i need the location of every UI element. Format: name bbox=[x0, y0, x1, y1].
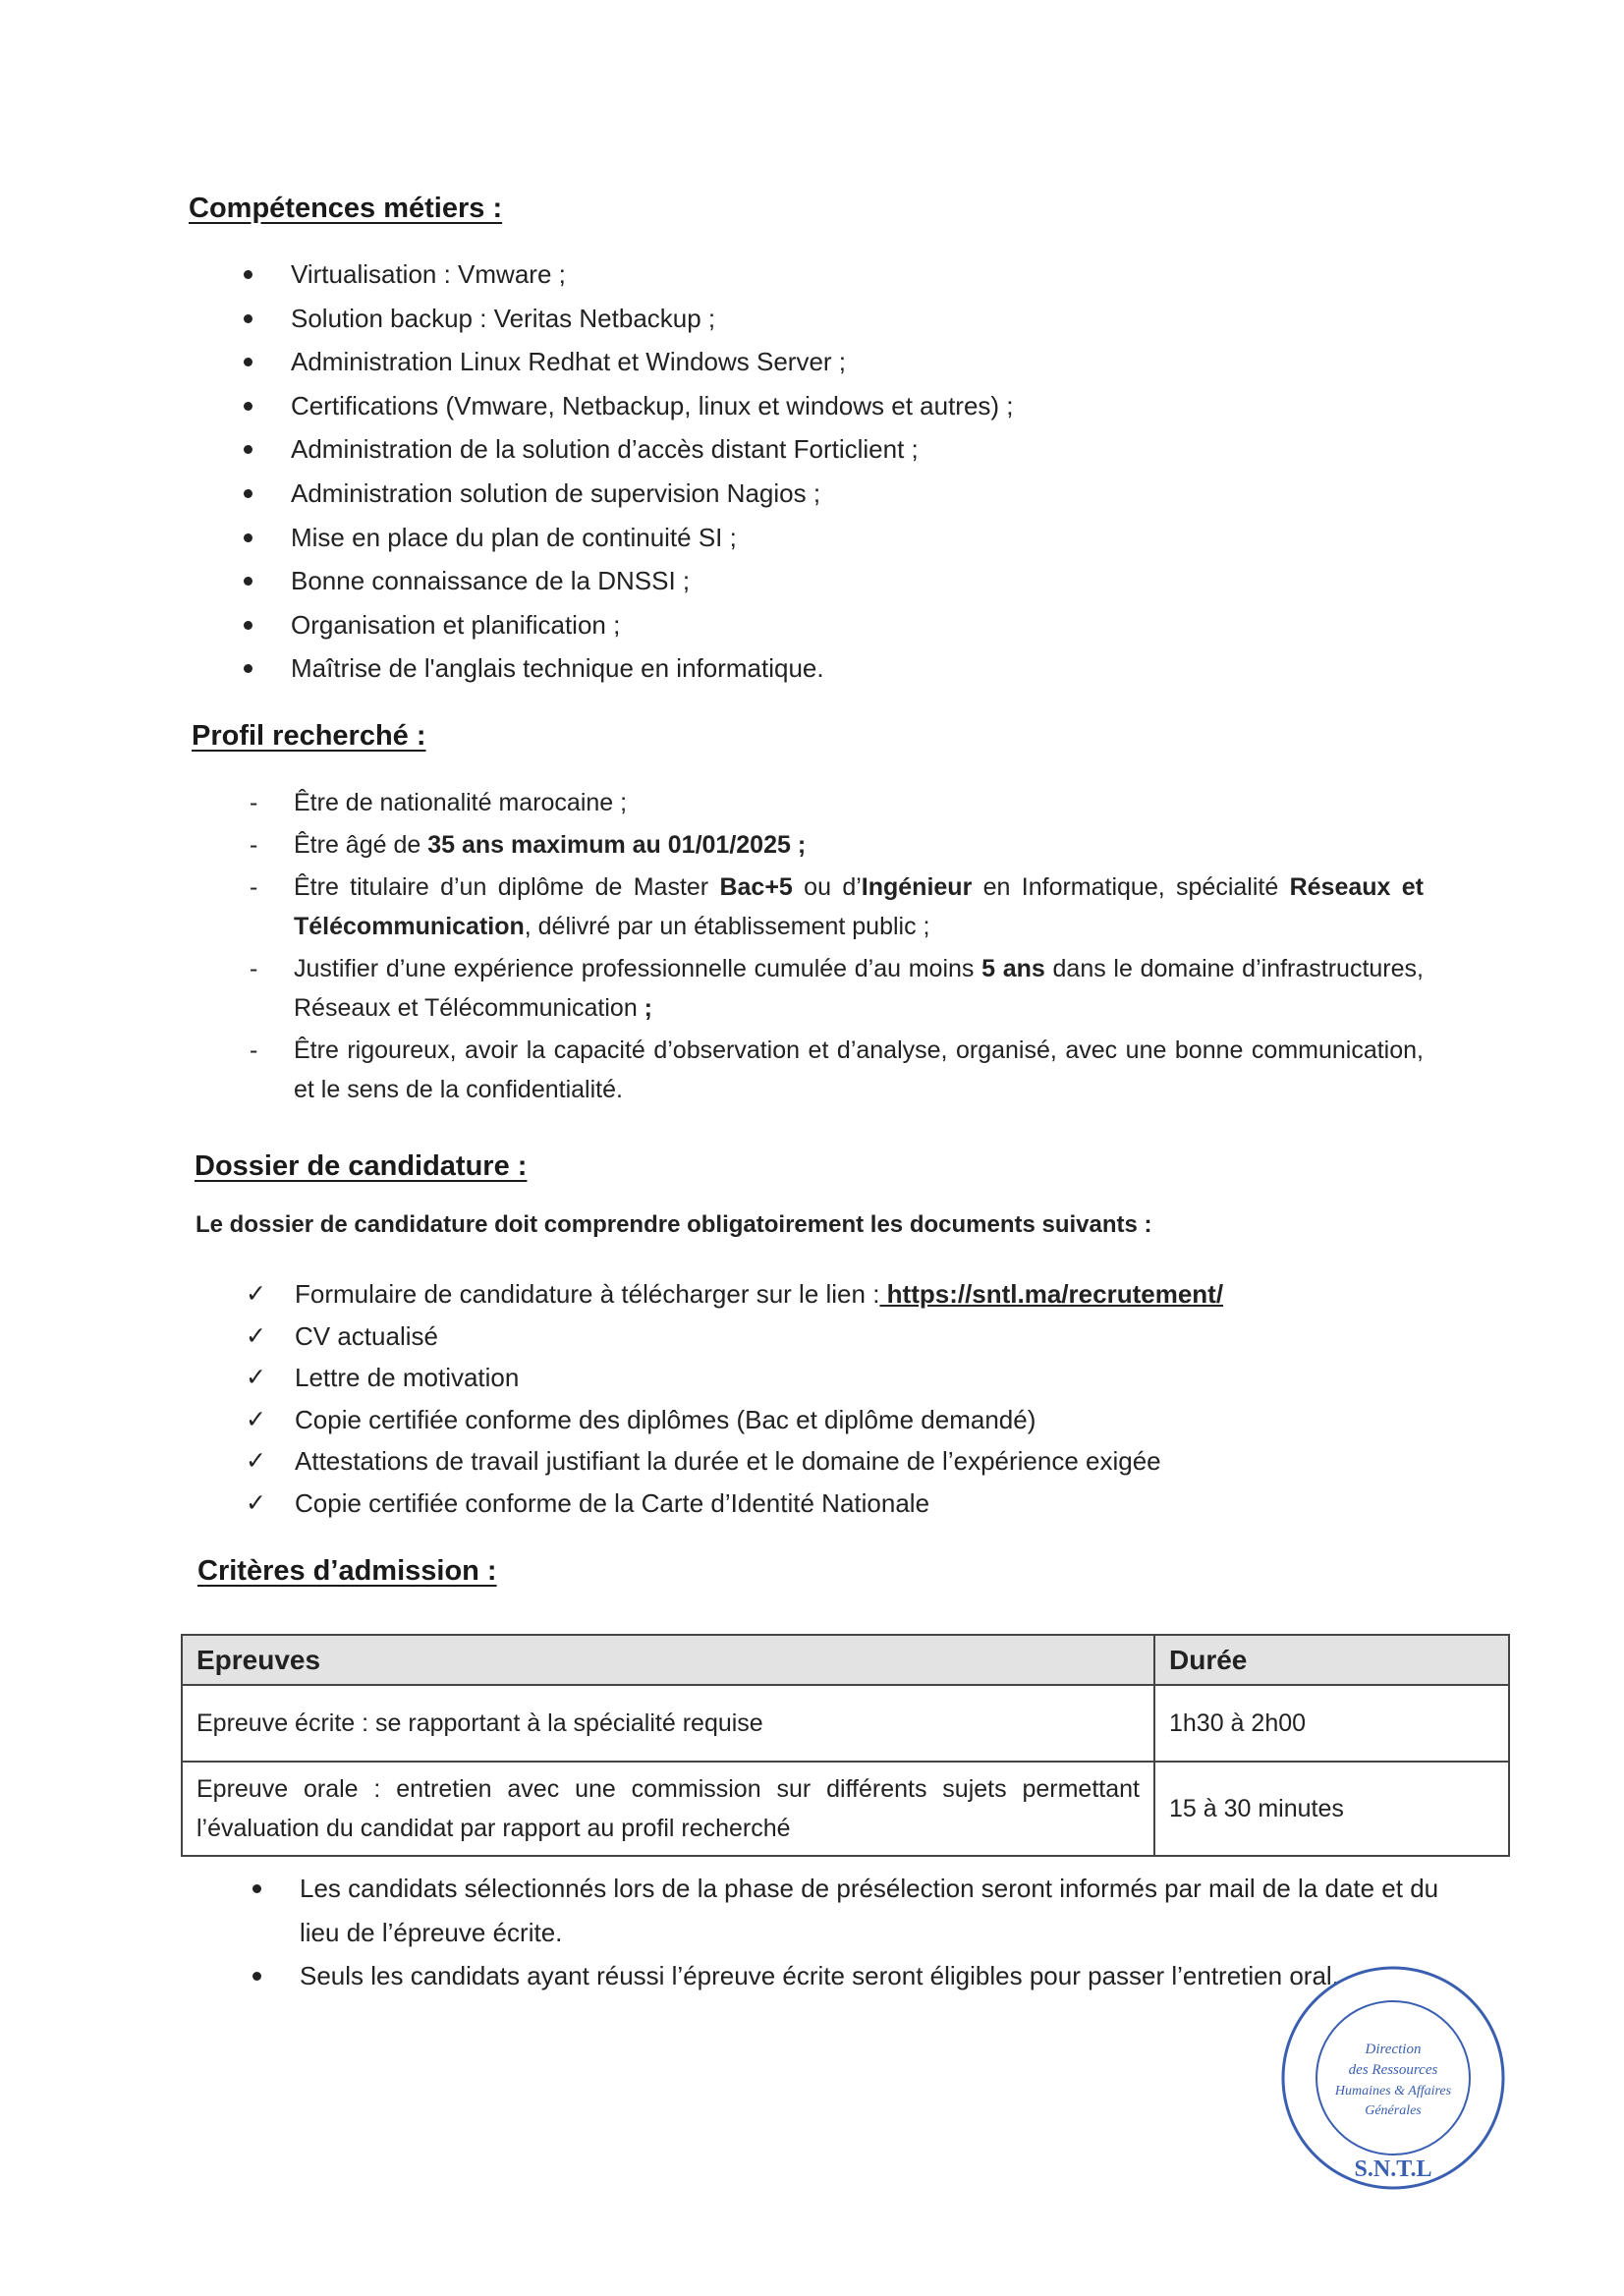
profil-text: Justifier d’une expérience professionnelle cumulée d’au moins bbox=[294, 955, 982, 982]
profil-text: ; bbox=[644, 994, 652, 1022]
document-text: Copie certifiée conforme des diplômes (Bac et diplôme demandé) bbox=[295, 1404, 1036, 1434]
competence-item bbox=[196, 516, 1474, 560]
competence-item bbox=[196, 646, 1474, 691]
competence-text: Maîtrise de l'anglais technique en informatique. bbox=[291, 653, 824, 684]
epreuve-cell: Epreuve écrite : se rapportant à la spécialité requise bbox=[182, 1685, 1154, 1762]
bullet-icon bbox=[244, 489, 252, 498]
stamp-abbr: S.N.T.L bbox=[1354, 2156, 1432, 2182]
profil-text: dans le domaine d’infrastructures, Réseaux et Télécommunication bbox=[294, 955, 1424, 1022]
profil-text: Réseaux et Télécommunication bbox=[294, 873, 1424, 940]
profil-text: Être rigoureux, avoir la capacité d’observation et d’analyse, organisé, avec une bonne communication, et le sens de la confidentialité. bbox=[294, 1036, 1424, 1103]
check-icon: ✓ bbox=[246, 1488, 266, 1517]
profil-text: , délivré par un établissement public ; bbox=[524, 913, 930, 940]
recruitment-link[interactable]: https://sntl.ma/recrutement/ bbox=[879, 1279, 1224, 1309]
dash-marker: - bbox=[250, 831, 258, 859]
dash-marker: - bbox=[250, 789, 258, 816]
competence-text: Virtualisation : Vmware ; bbox=[291, 259, 566, 289]
list-item bbox=[196, 1273, 1474, 1316]
competence-item bbox=[196, 340, 1474, 384]
check-icon: ✓ bbox=[246, 1364, 266, 1392]
bullet-icon bbox=[244, 358, 252, 366]
bullet-icon bbox=[244, 402, 252, 411]
stamp-line: des Ressources bbox=[1348, 2062, 1438, 2078]
bullet-icon bbox=[252, 1884, 261, 1893]
profil-text: Être de nationalité marocaine ; bbox=[294, 789, 628, 816]
dossier-heading: Dossier de candidature : bbox=[195, 1150, 528, 1182]
competence-item bbox=[196, 427, 1474, 472]
bullet-icon bbox=[244, 664, 252, 673]
list-item bbox=[196, 1316, 1474, 1358]
bullet-icon bbox=[244, 314, 252, 323]
bullet-icon bbox=[244, 445, 252, 454]
bullet-icon bbox=[252, 1972, 261, 1981]
profil-text: Bac+5 bbox=[719, 873, 793, 901]
competence-text: Mise en place du plan de continuité SI ; bbox=[291, 522, 737, 552]
competence-item bbox=[196, 252, 1474, 297]
stamp-line: Générales bbox=[1365, 2103, 1422, 2118]
duree-cell: 15 à 30 minutes bbox=[1154, 1762, 1509, 1856]
list-item bbox=[196, 1399, 1474, 1441]
note-text: Seuls les candidats ayant réussi l’épreuve écrite seront éligibles pour passer l’entretien oral. bbox=[300, 1961, 1339, 1991]
stamp-line: Direction bbox=[1365, 2042, 1422, 2057]
dash-marker: - bbox=[250, 955, 258, 982]
document-text: CV actualisé bbox=[295, 1320, 438, 1351]
competence-text: Solution backup : Veritas Netbackup ; bbox=[291, 303, 716, 333]
list-item bbox=[196, 1357, 1474, 1399]
criteres-notes bbox=[205, 1867, 1456, 1998]
column-header-epreuves: Epreuves bbox=[182, 1635, 1154, 1685]
competence-item bbox=[196, 384, 1474, 428]
column-header-duree: Durée bbox=[1154, 1635, 1509, 1685]
competence-text: Administration solution de supervision Nagios ; bbox=[291, 477, 821, 508]
profil-text: 5 ans bbox=[981, 955, 1045, 982]
table-header-row bbox=[182, 1635, 1509, 1685]
list-item bbox=[196, 1440, 1474, 1483]
dash-marker: - bbox=[250, 873, 258, 901]
profil-item bbox=[193, 949, 1424, 1028]
document-text: Attestations de travail justifiant la durée et le domaine de l’expérience exigée bbox=[295, 1446, 1161, 1477]
dash-marker: - bbox=[250, 1036, 258, 1064]
profil-text: 35 ans maximum au 01/01/2025 ; bbox=[427, 831, 807, 859]
profil-item bbox=[193, 1031, 1424, 1109]
check-icon: ✓ bbox=[246, 1405, 266, 1433]
check-icon: ✓ bbox=[246, 1280, 266, 1308]
bullet-icon bbox=[244, 533, 252, 542]
competence-item bbox=[196, 472, 1474, 516]
epreuve-cell: Epreuve orale : entretien avec une commission sur différents sujets permettant l’évaluation du candidat par rapport au profil recherché bbox=[182, 1762, 1154, 1856]
official-stamp bbox=[1270, 1955, 1516, 2201]
list-item bbox=[196, 1483, 1474, 1525]
competence-text: Bonne connaissance de la DNSSI ; bbox=[291, 566, 691, 596]
bullet-icon bbox=[244, 270, 252, 279]
profil-text: Être âgé de bbox=[294, 831, 428, 859]
link-prefix: Formulaire de candidature à télécharger sur le lien : bbox=[295, 1279, 880, 1309]
profil-item bbox=[193, 868, 1424, 946]
document-text: Lettre de motivation bbox=[295, 1363, 520, 1393]
document-text: Copie certifiée conforme de la Carte d’Identité Nationale bbox=[295, 1487, 930, 1518]
profil-list bbox=[193, 783, 1424, 1112]
note-item bbox=[205, 1867, 1456, 1954]
profil-item bbox=[193, 783, 1424, 822]
profil-text: en Informatique, spécialité bbox=[972, 873, 1290, 901]
note-item bbox=[205, 1954, 1456, 1998]
profil-item bbox=[193, 825, 1424, 865]
dossier-intro: Le dossier de candidature doit comprendre obligatoirement les documents suivants : bbox=[196, 1211, 1152, 1238]
competences-list bbox=[196, 252, 1474, 691]
profil-text: Ingénieur bbox=[861, 873, 973, 901]
competence-item bbox=[196, 297, 1474, 341]
note-text: Les candidats sélectionnés lors de la phase de présélection seront informés par mail de la date et du lieu de l’épreuve écrite. bbox=[300, 1874, 1439, 1947]
profil-text: Être titulaire d’un diplôme de Master bbox=[294, 873, 720, 901]
bullet-icon bbox=[244, 577, 252, 586]
table-row bbox=[182, 1685, 1509, 1762]
criteres-table bbox=[181, 1634, 1510, 1857]
profil-heading: Profil recherché : bbox=[192, 720, 426, 752]
competence-item bbox=[196, 559, 1474, 603]
check-icon: ✓ bbox=[246, 1321, 266, 1350]
duree-cell: 1h30 à 2h00 bbox=[1154, 1685, 1509, 1762]
competence-text: Certifications (Vmware, Netbackup, linux et windows et autres) ; bbox=[291, 390, 1014, 420]
competence-text: Organisation et planification ; bbox=[291, 609, 621, 640]
dossier-list bbox=[196, 1273, 1474, 1525]
criteres-heading: Critères d’admission : bbox=[197, 1555, 497, 1587]
competence-text: Administration de la solution d’accès distant Forticlient ; bbox=[291, 434, 919, 465]
check-icon: ✓ bbox=[246, 1447, 266, 1476]
bullet-icon bbox=[244, 621, 252, 630]
profil-text: ou d’ bbox=[792, 873, 862, 901]
table-row bbox=[182, 1762, 1509, 1856]
stamp-line: Humaines & Affaires bbox=[1334, 2084, 1452, 2099]
competence-item bbox=[196, 603, 1474, 647]
competence-text: Administration Linux Redhat et Windows Server ; bbox=[291, 347, 847, 377]
competences-heading: Compétences métiers : bbox=[189, 193, 503, 224]
